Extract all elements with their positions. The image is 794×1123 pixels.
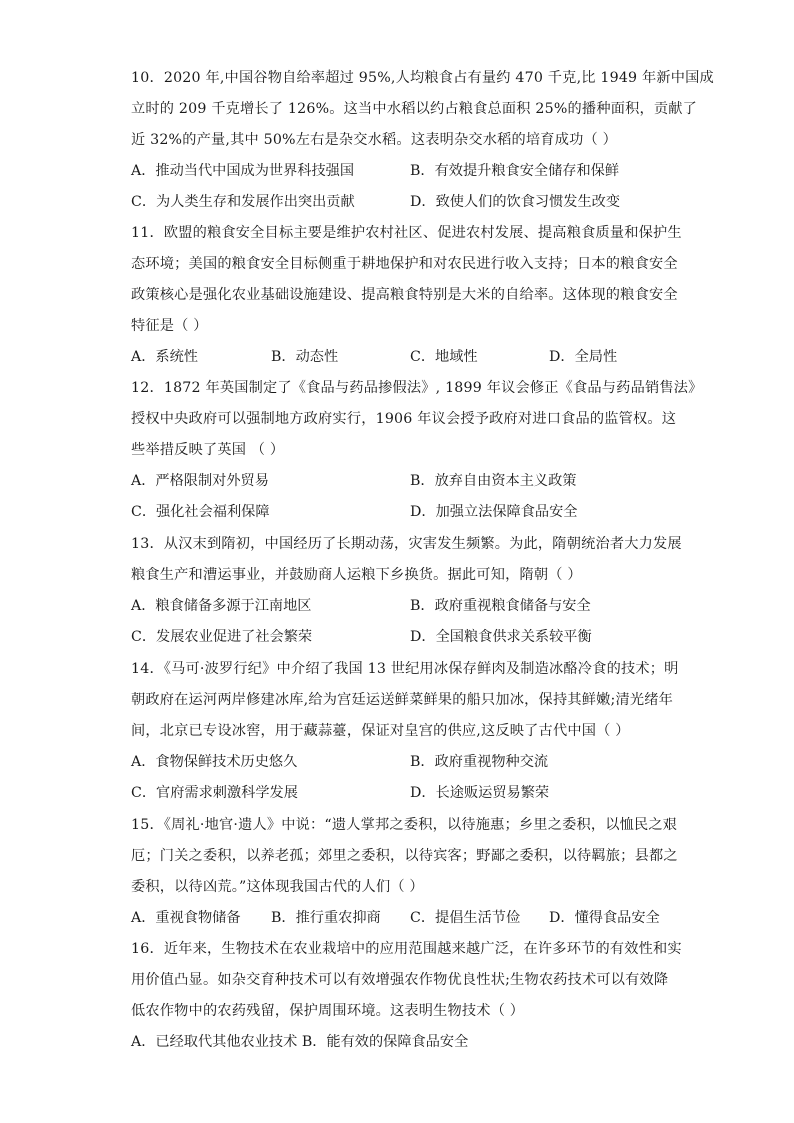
option-a[interactable]: A．重视食物储备 <box>131 910 241 926</box>
option-row <box>131 903 671 934</box>
question-stem: 立时的 209 千克增长了 126%。这当中水稻以约占粮食总面积 25%的播种面积，贡献了 <box>131 101 698 117</box>
question-stem: 14．《马可·波罗行纪》中介绍了我国 13 世纪用冰保存鲜肉及制造冰酪冷食的技术；明 <box>131 661 679 677</box>
option-b[interactable]: B．放弃自由资本主义政策 <box>410 473 577 489</box>
question-stem: 态环境；美国的粮食安全目标侧重于耕地保护和对农民进行收入支持；日本的粮食安全 <box>131 256 678 272</box>
option-b[interactable]: B．政府重视粮食储备与安全 <box>410 598 591 614</box>
option-a[interactable]: A．严格限制对外贸易 <box>131 473 269 489</box>
option-b[interactable]: B．政府重视物种交流 <box>410 754 549 770</box>
question-15 <box>131 810 678 934</box>
option-a[interactable]: A．系统性 <box>131 349 198 365</box>
question-stem: 政策核心是强化农业基础设施建设、提高粮食特别是大米的自给率。这体现的粮食安全 <box>131 287 678 303</box>
question-stem: 12．1872 年英国制定了《食品与药品掺假法》, 1899 年议会修正《食品与药品销售法》 <box>131 380 703 396</box>
question-stem: 授权中央政府可以强制地方政府实行，1906 年议会授予政府对进口食品的监管权。这 <box>131 411 677 427</box>
question-16 <box>131 934 682 1058</box>
option-b[interactable]: B．有效提升粮食安全储存和保鲜 <box>410 163 620 179</box>
option-row <box>131 1027 671 1058</box>
option-row <box>131 156 671 187</box>
question-stem: 近 32%的产量,其中 50%左右是杂交水稻。这表明杂交水稻的培育成功（ ） <box>131 132 617 148</box>
option-d[interactable]: D．致使人们的饮食习惯发生改变 <box>410 194 621 210</box>
question-stem: 16．近年来，生物技术在农业栽培中的应用范围越来越广泛，在许多环节的有效性和实 <box>131 941 682 957</box>
option-row <box>131 187 671 218</box>
option-b[interactable]: B．推行重农抑商 <box>271 910 381 926</box>
option-c[interactable]: C．强化社会福利保障 <box>131 504 270 520</box>
question-stem: 13．从汉末到隋初，中国经历了长期动荡，灾害发生频繁。为此，隋朝统治者大力发展 <box>131 536 682 552</box>
option-c[interactable]: C．为人类生存和发展作出突出贡献 <box>131 194 355 210</box>
option-a[interactable]: A．粮食储备多源于江南地区 <box>131 598 312 614</box>
option-a[interactable]: A．推动当代中国成为世界科技强国 <box>131 163 355 179</box>
option-d[interactable]: D．长途贩运贸易繁荣 <box>410 785 550 801</box>
option-c[interactable]: C．地域性 <box>410 349 478 365</box>
option-a[interactable]: A．食物保鲜技术历史悠久 <box>131 754 298 770</box>
option-a-b[interactable]: A．已经取代其他农业技术 B．能有效的保障食品安全 <box>131 1034 469 1050</box>
option-c[interactable]: C．提倡生活节俭 <box>410 910 521 926</box>
question-stem: 15．《周礼·地官·遗人》中说：“遗人掌邦之委积，以待施惠；乡里之委积，以恤民之艰 <box>131 817 678 833</box>
option-row <box>131 497 671 528</box>
question-stem: 低农作物中的农药残留，保护周围环境。这表明生物技术（ ） <box>131 1003 525 1019</box>
question-stem: 10．2020 年,中国谷物自给率超过 95%,人均粮食占有量约 470 千克,比 1949 年新中国成 <box>131 70 714 86</box>
question-stem: 用价值凸显。如杂交育种技术可以有效增强农作物优良性状;生物农药技术可以有效降 <box>131 972 669 988</box>
question-stem: 些举措反映了英国 （ ） <box>131 442 285 458</box>
option-row <box>131 342 671 373</box>
question-stem: 间，北京已专设冰窖，用于藏蒜薹，保证对皇宫的供应,这反映了古代中国（ ） <box>131 723 630 739</box>
question-stem: 朝政府在运河两岸修建冰库,给为宫廷运送鲜菜鲜果的船只加冰，保持其鲜嫩;清光绪年 <box>131 692 674 708</box>
option-d[interactable]: D．懂得食品安全 <box>549 910 660 926</box>
option-c[interactable]: C．官府需求刺激科学发展 <box>131 785 298 801</box>
option-c[interactable]: C．发展农业促进了社会繁荣 <box>131 629 313 645</box>
question-10 <box>131 63 714 218</box>
option-b[interactable]: B．动态性 <box>271 349 339 365</box>
question-12 <box>131 373 703 528</box>
question-13 <box>131 529 682 653</box>
question-stem: 特征是（ ） <box>131 318 208 334</box>
option-row <box>131 622 671 653</box>
option-row <box>131 778 671 809</box>
option-row <box>131 466 671 497</box>
question-stem: 委积，以待凶荒。”这体现我国古代的人们（ ） <box>131 879 424 895</box>
option-d[interactable]: D．全局性 <box>549 349 618 365</box>
option-d[interactable]: D．加强立法保障食品安全 <box>410 504 578 520</box>
option-d[interactable]: D．全国粮食供求关系较平衡 <box>410 629 592 645</box>
question-stem: 粮食生产和漕运事业，并鼓励商人运粮下乡换货。据此可知，隋朝（ ） <box>131 567 582 583</box>
option-row <box>131 591 671 622</box>
question-11 <box>131 218 682 373</box>
question-stem: 11．欧盟的粮食安全目标主要是维护农村社区、促进农村发展、提高粮食质量和保护生 <box>131 225 682 241</box>
question-14 <box>131 654 679 809</box>
option-row <box>131 747 671 778</box>
question-stem: 厄；门关之委积，以养老孤；郊里之委积，以待宾客；野鄙之委积，以待羁旅；县都之 <box>131 848 678 864</box>
